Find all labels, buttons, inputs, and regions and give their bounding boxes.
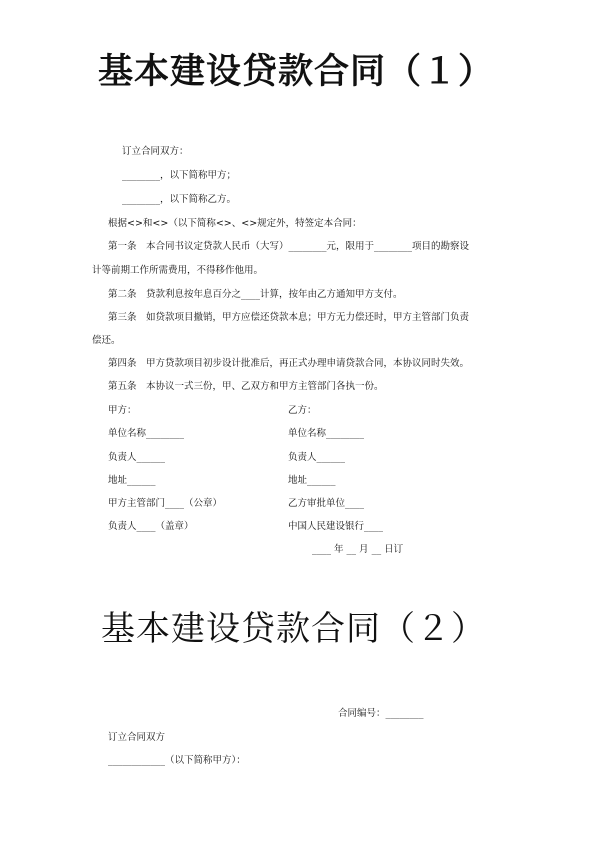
sign-a-authority: 甲方主管部门____（公章） xyxy=(108,498,223,509)
article-1-line-2: 计等前期工作所需费用，不得移作他用。 xyxy=(92,265,264,276)
party-a-line-2: ____________（以下简称甲方）： xyxy=(108,755,246,766)
party-b-line: ________，以下简称乙方。 xyxy=(122,194,237,205)
parties-intro: 订立合同双方： xyxy=(122,146,189,157)
sign-party-b: 乙方： xyxy=(288,405,317,416)
article-3-line-1: 第三条 如贷款项目撤销，甲方应偿还贷款本息；甲方无力偿还时，甲方主管部门负责 xyxy=(108,312,470,323)
sign-a-authority-person: 负责人____（盖章） xyxy=(108,521,194,532)
sign-b-person: 负责人______ xyxy=(288,452,346,463)
sign-b-unit: 单位名称________ xyxy=(288,428,365,439)
article-2: 第二条 贷款利息按年息百分之____计算，按年由乙方通知甲方支付。 xyxy=(108,289,403,300)
contract-2-title: 基本建设贷款合同（２） xyxy=(101,609,486,649)
article-3-line-2: 偿还。 xyxy=(92,335,121,346)
sign-b-bank: 中国人民建设银行____ xyxy=(288,521,384,532)
sign-a-address: 地址______ xyxy=(108,475,156,486)
sign-date: ____ 年 __ 月 __ 日订 xyxy=(312,544,404,555)
sign-b-approver: 乙方审批单位____ xyxy=(288,498,365,509)
contract-1-title: 基本建设贷款合同（１） xyxy=(98,51,495,92)
sign-a-person: 负责人______ xyxy=(108,452,166,463)
sign-a-unit: 单位名称________ xyxy=(108,428,185,439)
contract-number: 合同编号：________ xyxy=(338,708,424,719)
basis-line: 根据<>和<>（以下简称<>、<>规定外，特签定本合同： xyxy=(108,218,362,229)
article-4: 第四条 甲方贷款项目初步设计批准后，再正式办理申请贷款合同，本协议同时失效。 xyxy=(108,358,470,369)
sign-b-address: 地址______ xyxy=(288,475,336,486)
sign-party-a: 甲方： xyxy=(108,405,137,416)
parties-intro-2: 订立合同双方 xyxy=(108,732,166,743)
article-5: 第五条 本协议一式三份，甲、乙双方和甲方主管部门各执一份。 xyxy=(108,381,384,392)
party-a-line: ________，以下简称甲方； xyxy=(122,170,237,181)
article-1-line-1: 第一条 本合同书议定贷款人民币（大写）________元，限用于________项目的勘察设 xyxy=(108,241,470,252)
